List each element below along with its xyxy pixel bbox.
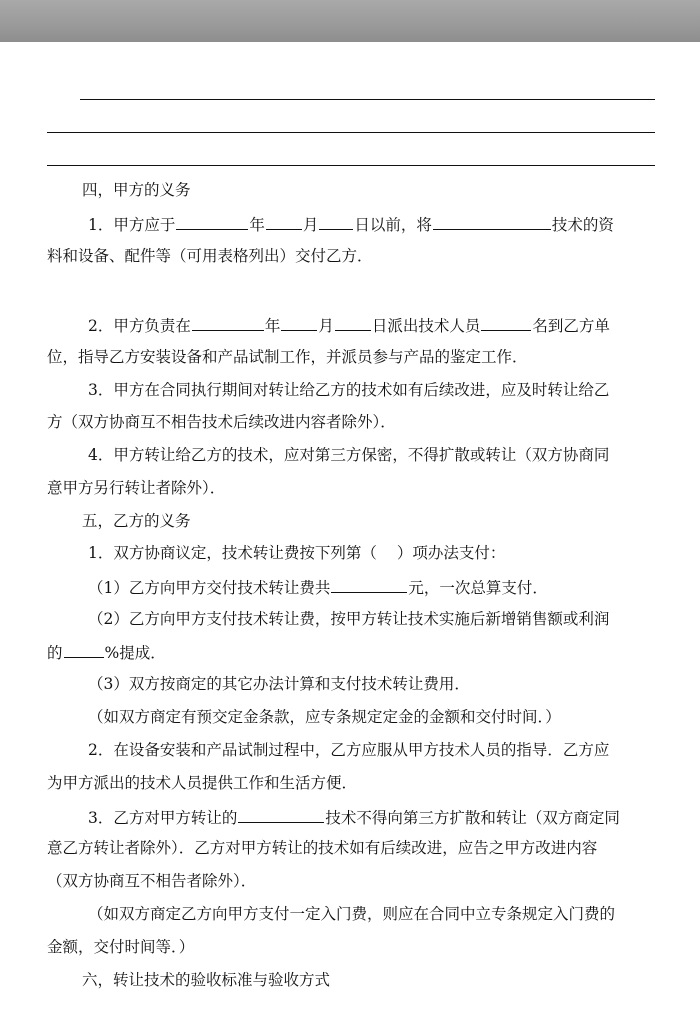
s4-item2-line2: 位，指导乙方安装设备和产品试制工作，并派员参与产品的鉴定工作． xyxy=(47,348,528,366)
percent-blank[interactable] xyxy=(64,641,104,658)
s4-item1-line2: 料和设备、配件等（可用表格列出）交付乙方． xyxy=(47,247,373,265)
s5-note2-line1: （如双方商定乙方向甲方支付一定入门费，则应在合同中立专条规定入门费的 xyxy=(88,905,616,923)
s5-item2-line1: 2．在设备安装和产品试制过程中，乙方应服从甲方技术人员的指导．乙方应 xyxy=(88,741,610,759)
dispatch-month-blank[interactable] xyxy=(281,314,317,331)
s5-item3-line2: 意乙方转让者除外）．乙方对甲方转让的技术如有后续改进，应告之甲方改进内容 xyxy=(47,839,598,857)
s5-note1: （如双方商定有预交定金条款，应专条规定定金的金额和交付时间．） xyxy=(88,708,561,726)
section-6-heading: 六，转让技术的验收标准与验收方式 xyxy=(82,971,331,989)
s5-option2-line2: 的 %提成． xyxy=(47,641,660,663)
blank-rule-2 xyxy=(47,132,655,133)
technology-name-blank[interactable] xyxy=(433,213,551,230)
header-bar xyxy=(0,0,700,42)
section-4-heading: 四，甲方的义务 xyxy=(82,181,191,199)
s5-option2-line1: （2）乙方向甲方支付技术转让费，按甲方转让技术实施后新增销售额或利润 xyxy=(88,610,610,628)
dispatch-day-blank[interactable] xyxy=(335,314,371,331)
fee-amount-blank[interactable] xyxy=(331,576,407,593)
staff-count-blank[interactable] xyxy=(481,314,531,331)
transferred-tech-blank[interactable] xyxy=(238,806,324,823)
s4-item4-line1: 4．甲方转让给乙方的技术，应对第三方保密，不得扩散或转让（双方协商同 xyxy=(88,446,610,464)
s5-option1: （1）乙方向甲方交付技术转让费共 元，一次总算支付． xyxy=(88,576,660,598)
date-year-blank[interactable] xyxy=(176,213,248,230)
s5-item3-line1: 3．乙方对甲方转让的 技术不得向第三方扩散和转让（双方商定同 xyxy=(88,806,660,828)
s5-option3: （3）双方按商定的其它办法计算和支付技术转让费用． xyxy=(88,675,470,693)
dispatch-year-blank[interactable] xyxy=(192,314,264,331)
blank-rule-1 xyxy=(80,99,655,100)
blank-rule-3 xyxy=(47,165,655,166)
s5-item2-line2: 为甲方派出的技术人员提供工作和生活方便． xyxy=(47,774,358,792)
s4-item2-line1: 2．甲方负责在 年 月 日派出技术人员 名到乙方单 xyxy=(88,314,660,336)
s4-item3-line2: 方（双方协商互不相告技术后续改进内容者除外）． xyxy=(47,413,396,431)
section-5-heading: 五，乙方的义务 xyxy=(82,512,191,530)
s5-note2-line2: 金额，交付时间等．） xyxy=(47,938,195,956)
date-day-blank[interactable] xyxy=(319,213,353,230)
s5-item3-line3: （双方协商互不相告者除外）． xyxy=(47,872,257,890)
s4-item4-line2: 意甲方另行转让者除外）． xyxy=(47,479,226,497)
date-month-blank[interactable] xyxy=(266,213,302,230)
s4-item3-line1: 3．甲方在合同执行期间对转让给乙方的技术如有后续改进，应及时转让给乙 xyxy=(88,381,610,399)
s5-item1: 1．双方协商议定，技术转让费按下列第（ ）项办法支付： xyxy=(88,544,506,562)
s4-item1-line1: 1．甲方应于 年 月 日以前，将 技术的资 xyxy=(88,213,660,235)
